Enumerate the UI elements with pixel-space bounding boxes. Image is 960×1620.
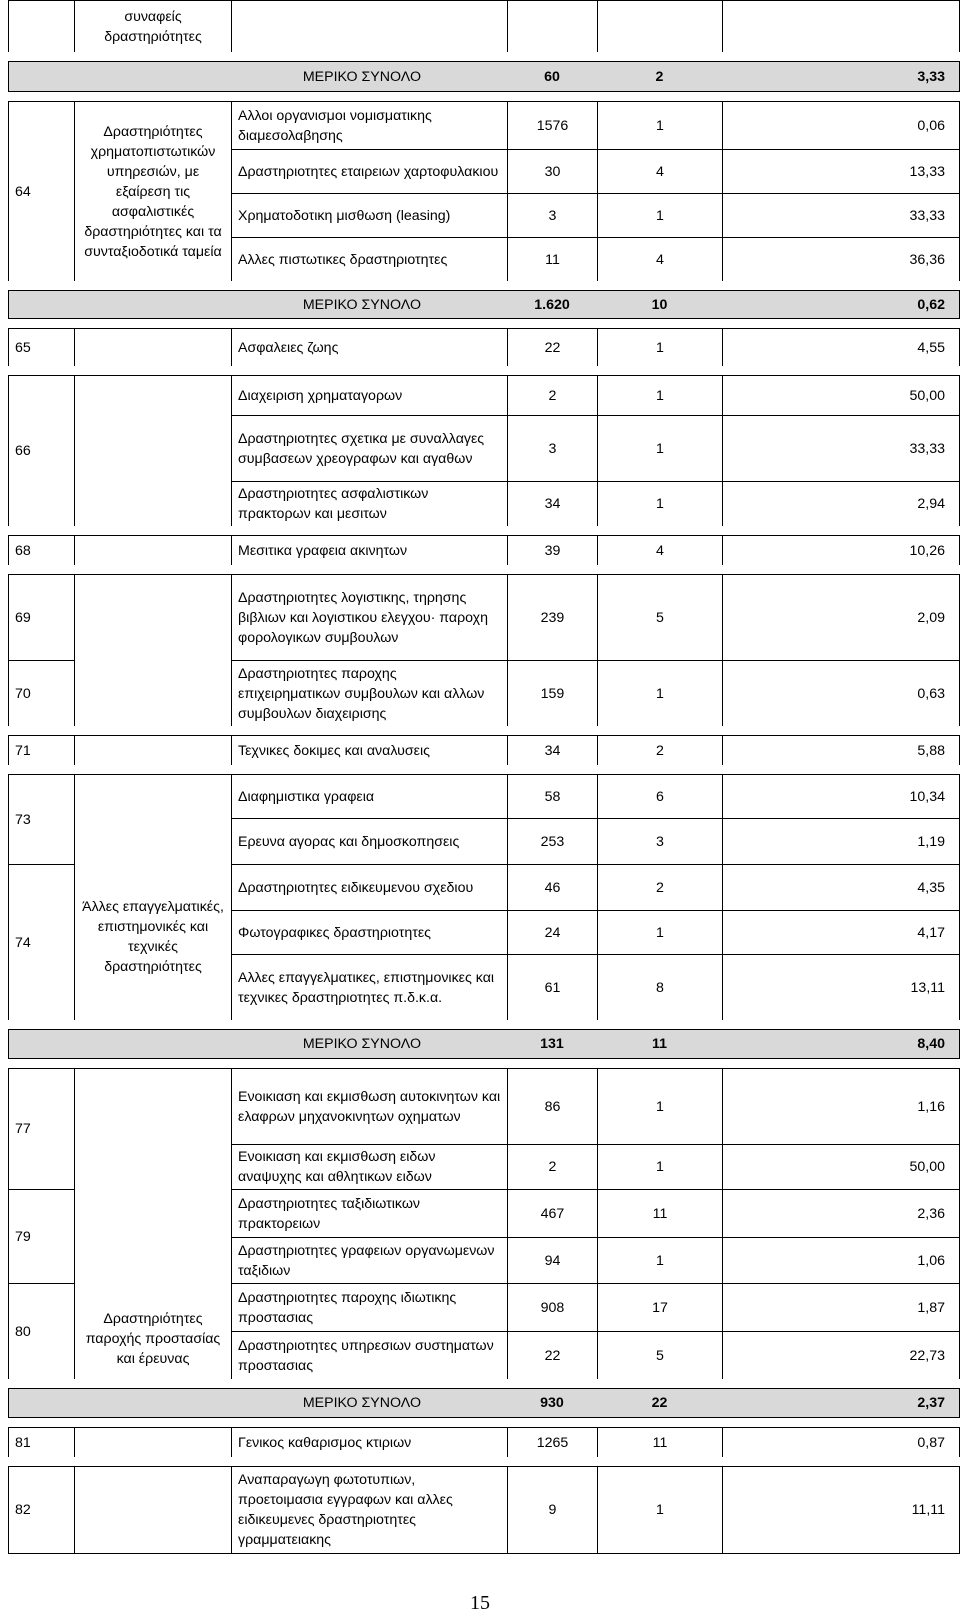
count-cell: 3 bbox=[507, 193, 597, 237]
events-cell: 1 bbox=[597, 1068, 722, 1144]
code-cell: 69 bbox=[8, 574, 74, 660]
table-row bbox=[8, 1466, 960, 1554]
activity-table bbox=[8, 0, 960, 1554]
percent-cell: 2,09 bbox=[722, 574, 960, 660]
percent-cell: 5,88 bbox=[722, 735, 960, 765]
events-cell: 1 bbox=[597, 375, 722, 415]
percent-cell: 0,87 bbox=[722, 1427, 960, 1457]
activity-cell: Φωτογραφικες δραστηριοτητες bbox=[231, 910, 507, 954]
activity-cell: Δραστηριοτητες υπηρεσιων συστηματων προστασιας bbox=[231, 1331, 507, 1379]
code-cell: 68 bbox=[8, 535, 74, 565]
events-cell: 1 bbox=[597, 328, 722, 366]
count-cell: 61 bbox=[507, 954, 597, 1020]
events-cell: 1 bbox=[597, 415, 722, 481]
percent-cell: 2,94 bbox=[722, 481, 960, 526]
group-cell bbox=[74, 735, 231, 765]
activity-cell: Μεσιτικα γραφεια ακινητων bbox=[231, 535, 507, 565]
count-cell: 467 bbox=[507, 1189, 597, 1237]
count-cell: 94 bbox=[507, 1237, 597, 1283]
table-row bbox=[8, 328, 960, 366]
events-cell: 8 bbox=[597, 954, 722, 1020]
activity-cell: Αλλες πιστωτικες δραστηριοτητες bbox=[231, 237, 507, 281]
code-cell: 71 bbox=[8, 735, 74, 765]
percent-cell: 33,33 bbox=[722, 415, 960, 481]
code-cell: 64 bbox=[8, 101, 74, 281]
table-row bbox=[8, 574, 960, 660]
count-cell: 9 bbox=[507, 1466, 597, 1554]
activity-cell: Δραστηριοτητες γραφειων οργανωμενων ταξιδιων bbox=[231, 1237, 507, 1283]
table-row bbox=[8, 375, 960, 415]
group-cell bbox=[74, 375, 231, 526]
subtotal-row bbox=[8, 1388, 960, 1418]
activity-cell: Διαχειριση χρηματαγορων bbox=[231, 375, 507, 415]
percent-cell: 4,17 bbox=[722, 910, 960, 954]
subtotal-percent: 0,62 bbox=[722, 290, 960, 319]
code-cell: 79 bbox=[8, 1189, 74, 1283]
count-cell bbox=[507, 0, 597, 52]
group-cell: Δραστηριότητες παροχής προστασίας και έρευνας bbox=[74, 1068, 231, 1379]
group-cell: συναφείς δραστηριότητες bbox=[74, 0, 231, 52]
activity-cell bbox=[231, 0, 507, 52]
code-cell: 74 bbox=[8, 864, 74, 1020]
subtotal-row bbox=[8, 290, 960, 319]
count-cell: 30 bbox=[507, 149, 597, 193]
count-cell: 1265 bbox=[507, 1427, 597, 1457]
events-cell: 1 bbox=[597, 1466, 722, 1554]
events-cell: 5 bbox=[597, 1331, 722, 1379]
table-row bbox=[8, 0, 960, 52]
count-cell: 253 bbox=[507, 818, 597, 864]
subtotal-events: 11 bbox=[597, 1029, 722, 1059]
count-cell: 22 bbox=[507, 1331, 597, 1379]
events-cell: 11 bbox=[597, 1427, 722, 1457]
count-cell: 11 bbox=[507, 237, 597, 281]
events-cell: 1 bbox=[597, 193, 722, 237]
activity-cell: Ενοικιαση και εκμισθωση αυτοκινητων και ελαφρων μηχανοκινητων οχηματων bbox=[231, 1068, 507, 1144]
code-cell: 65 bbox=[8, 328, 74, 366]
code-cell: 66 bbox=[8, 375, 74, 526]
subtotal-events: 2 bbox=[597, 61, 722, 92]
code-cell: 73 bbox=[8, 774, 74, 864]
code-cell: 81 bbox=[8, 1427, 74, 1457]
percent-cell: 10,26 bbox=[722, 535, 960, 565]
activity-cell: Δραστηριοτητες παροχης επιχειρηματικων συμβουλων και αλλων συμβουλων διαχειρισης bbox=[231, 660, 507, 726]
activity-cell: Χρηματοδοτικη μισθωση (leasing) bbox=[231, 193, 507, 237]
subtotal-percent: 3,33 bbox=[722, 61, 960, 92]
events-cell: 1 bbox=[597, 1237, 722, 1283]
percent-cell: 0,06 bbox=[722, 101, 960, 149]
subtotal-percent: 8,40 bbox=[722, 1029, 960, 1059]
subtotal-label: ΜΕΡΙΚΟ ΣΥΝΟΛΟ bbox=[8, 290, 507, 319]
subtotal-row bbox=[8, 1029, 960, 1059]
count-cell: 239 bbox=[507, 574, 597, 660]
count-cell: 22 bbox=[507, 328, 597, 366]
code-cell: 70 bbox=[8, 660, 74, 726]
group-cell bbox=[74, 1427, 231, 1457]
activity-cell: Δραστηριοτητες λογιστικης, τηρησης βιβλιων και λογιστικου ελεγχου· παροχη φορολογικων συμβουλων bbox=[231, 574, 507, 660]
count-cell: 34 bbox=[507, 735, 597, 765]
activity-cell: Δραστηριοτητες ασφαλιστικων πρακτορων και μεσιτων bbox=[231, 481, 507, 526]
subtotal-count: 1.620 bbox=[507, 290, 597, 319]
events-cell: 4 bbox=[597, 149, 722, 193]
events-cell: 11 bbox=[597, 1189, 722, 1237]
events-cell: 1 bbox=[597, 481, 722, 526]
activity-cell: Δραστηριοτητες ταξιδιωτικων πρακτορειων bbox=[231, 1189, 507, 1237]
percent-cell: 50,00 bbox=[722, 375, 960, 415]
count-cell: 908 bbox=[507, 1283, 597, 1331]
percent-cell bbox=[722, 0, 960, 52]
group-cell bbox=[74, 1466, 231, 1554]
count-cell: 1576 bbox=[507, 101, 597, 149]
subtotal-label: ΜΕΡΙΚΟ ΣΥΝΟΛΟ bbox=[8, 1029, 507, 1059]
table-row bbox=[8, 1427, 960, 1457]
table-row bbox=[8, 535, 960, 565]
activity-cell: Διαφημιστικα γραφεια bbox=[231, 774, 507, 818]
count-cell: 24 bbox=[507, 910, 597, 954]
activity-cell: Ερευνα αγορας και δημοσκοπησεις bbox=[231, 818, 507, 864]
page-number: 15 bbox=[470, 1592, 490, 1614]
percent-cell: 50,00 bbox=[722, 1144, 960, 1189]
group-cell bbox=[74, 535, 231, 565]
activity-cell: Τεχνικες δοκιμες και αναλυσεις bbox=[231, 735, 507, 765]
activity-cell: Αλλοι οργανισμοι νομισματικης διαμεσολαβησης bbox=[231, 101, 507, 149]
group-cell bbox=[74, 574, 231, 726]
events-cell: 5 bbox=[597, 574, 722, 660]
activity-cell: Δραστηριοτητες σχετικα με συναλλαγες συμβασεων χρεογραφων και αγαθων bbox=[231, 415, 507, 481]
statistics-table-page bbox=[8, 0, 960, 1554]
activity-cell: Γενικος καθαρισμος κτιριων bbox=[231, 1427, 507, 1457]
subtotal-events: 22 bbox=[597, 1388, 722, 1418]
percent-cell: 1,19 bbox=[722, 818, 960, 864]
percent-cell: 4,55 bbox=[722, 328, 960, 366]
events-cell: 2 bbox=[597, 864, 722, 910]
events-cell: 1 bbox=[597, 101, 722, 149]
events-cell: 1 bbox=[597, 910, 722, 954]
count-cell: 86 bbox=[507, 1068, 597, 1144]
subtotal-count: 131 bbox=[507, 1029, 597, 1059]
count-cell: 2 bbox=[507, 1144, 597, 1189]
activity-cell: Αλλες επαγγελματικες, επιστημονικες και τεχνικες δραστηριοτητες π.δ.κ.α. bbox=[231, 954, 507, 1020]
count-cell: 2 bbox=[507, 375, 597, 415]
code-cell bbox=[8, 0, 74, 52]
percent-cell: 36,36 bbox=[722, 237, 960, 281]
count-cell: 3 bbox=[507, 415, 597, 481]
subtotal-percent: 2,37 bbox=[722, 1388, 960, 1418]
activity-cell: Αναπαραγωγη φωτοτυπιων, προετοιμασια εγγραφων και αλλες ειδικευμενες δραστηριοτητες γραμματειακης bbox=[231, 1466, 507, 1554]
count-cell: 34 bbox=[507, 481, 597, 526]
events-cell: 1 bbox=[597, 660, 722, 726]
group-cell: Άλλες επαγγελματικές, επιστημονικές και τεχνικές δραστηριότητες bbox=[74, 774, 231, 1020]
percent-cell: 10,34 bbox=[722, 774, 960, 818]
percent-cell: 33,33 bbox=[722, 193, 960, 237]
percent-cell: 13,11 bbox=[722, 954, 960, 1020]
subtotal-label: ΜΕΡΙΚΟ ΣΥΝΟΛΟ bbox=[8, 1388, 507, 1418]
count-cell: 39 bbox=[507, 535, 597, 565]
percent-cell: 13,33 bbox=[722, 149, 960, 193]
events-cell: 1 bbox=[597, 1144, 722, 1189]
table-row bbox=[8, 1068, 960, 1144]
events-cell: 3 bbox=[597, 818, 722, 864]
percent-cell: 22,73 bbox=[722, 1331, 960, 1379]
count-cell: 159 bbox=[507, 660, 597, 726]
subtotal-count: 930 bbox=[507, 1388, 597, 1418]
group-cell bbox=[74, 328, 231, 366]
events-cell: 4 bbox=[597, 535, 722, 565]
percent-cell: 1,06 bbox=[722, 1237, 960, 1283]
group-cell: Δραστηριότητες χρηματοπιστωτικών υπηρεσιών, με εξαίρεση τις ασφαλιστικές δραστηριότητες και τα συνταξιοδοτικά ταμεία bbox=[74, 101, 231, 281]
activity-cell: Δραστηριοτητες ειδικευμενου σχεδιου bbox=[231, 864, 507, 910]
events-cell: 2 bbox=[597, 735, 722, 765]
percent-cell: 0,63 bbox=[722, 660, 960, 726]
activity-cell: Ενοικιαση και εκμισθωση ειδων αναψυχης και αθλητικων ειδων bbox=[231, 1144, 507, 1189]
percent-cell: 2,36 bbox=[722, 1189, 960, 1237]
events-cell bbox=[597, 0, 722, 52]
events-cell: 4 bbox=[597, 237, 722, 281]
code-cell: 80 bbox=[8, 1283, 74, 1379]
events-cell: 17 bbox=[597, 1283, 722, 1331]
subtotal-count: 60 bbox=[507, 61, 597, 92]
table-row bbox=[8, 735, 960, 765]
percent-cell: 1,16 bbox=[722, 1068, 960, 1144]
subtotal-label: ΜΕΡΙΚΟ ΣΥΝΟΛΟ bbox=[8, 61, 507, 92]
percent-cell: 11,11 bbox=[722, 1466, 960, 1554]
count-cell: 58 bbox=[507, 774, 597, 818]
percent-cell: 1,87 bbox=[722, 1283, 960, 1331]
subtotal-row bbox=[8, 61, 960, 92]
subtotal-events: 10 bbox=[597, 290, 722, 319]
activity-cell: Δραστηριοτητες εταιρειων χαρτοφυλακιου bbox=[231, 149, 507, 193]
count-cell: 46 bbox=[507, 864, 597, 910]
code-cell: 77 bbox=[8, 1068, 74, 1189]
percent-cell: 4,35 bbox=[722, 864, 960, 910]
code-cell: 82 bbox=[8, 1466, 74, 1554]
activity-cell: Ασφαλειες ζωης bbox=[231, 328, 507, 366]
activity-cell: Δραστηριοτητες παροχης ιδιωτικης προστασιας bbox=[231, 1283, 507, 1331]
events-cell: 6 bbox=[597, 774, 722, 818]
table-row bbox=[8, 101, 960, 149]
table-row bbox=[8, 774, 960, 818]
